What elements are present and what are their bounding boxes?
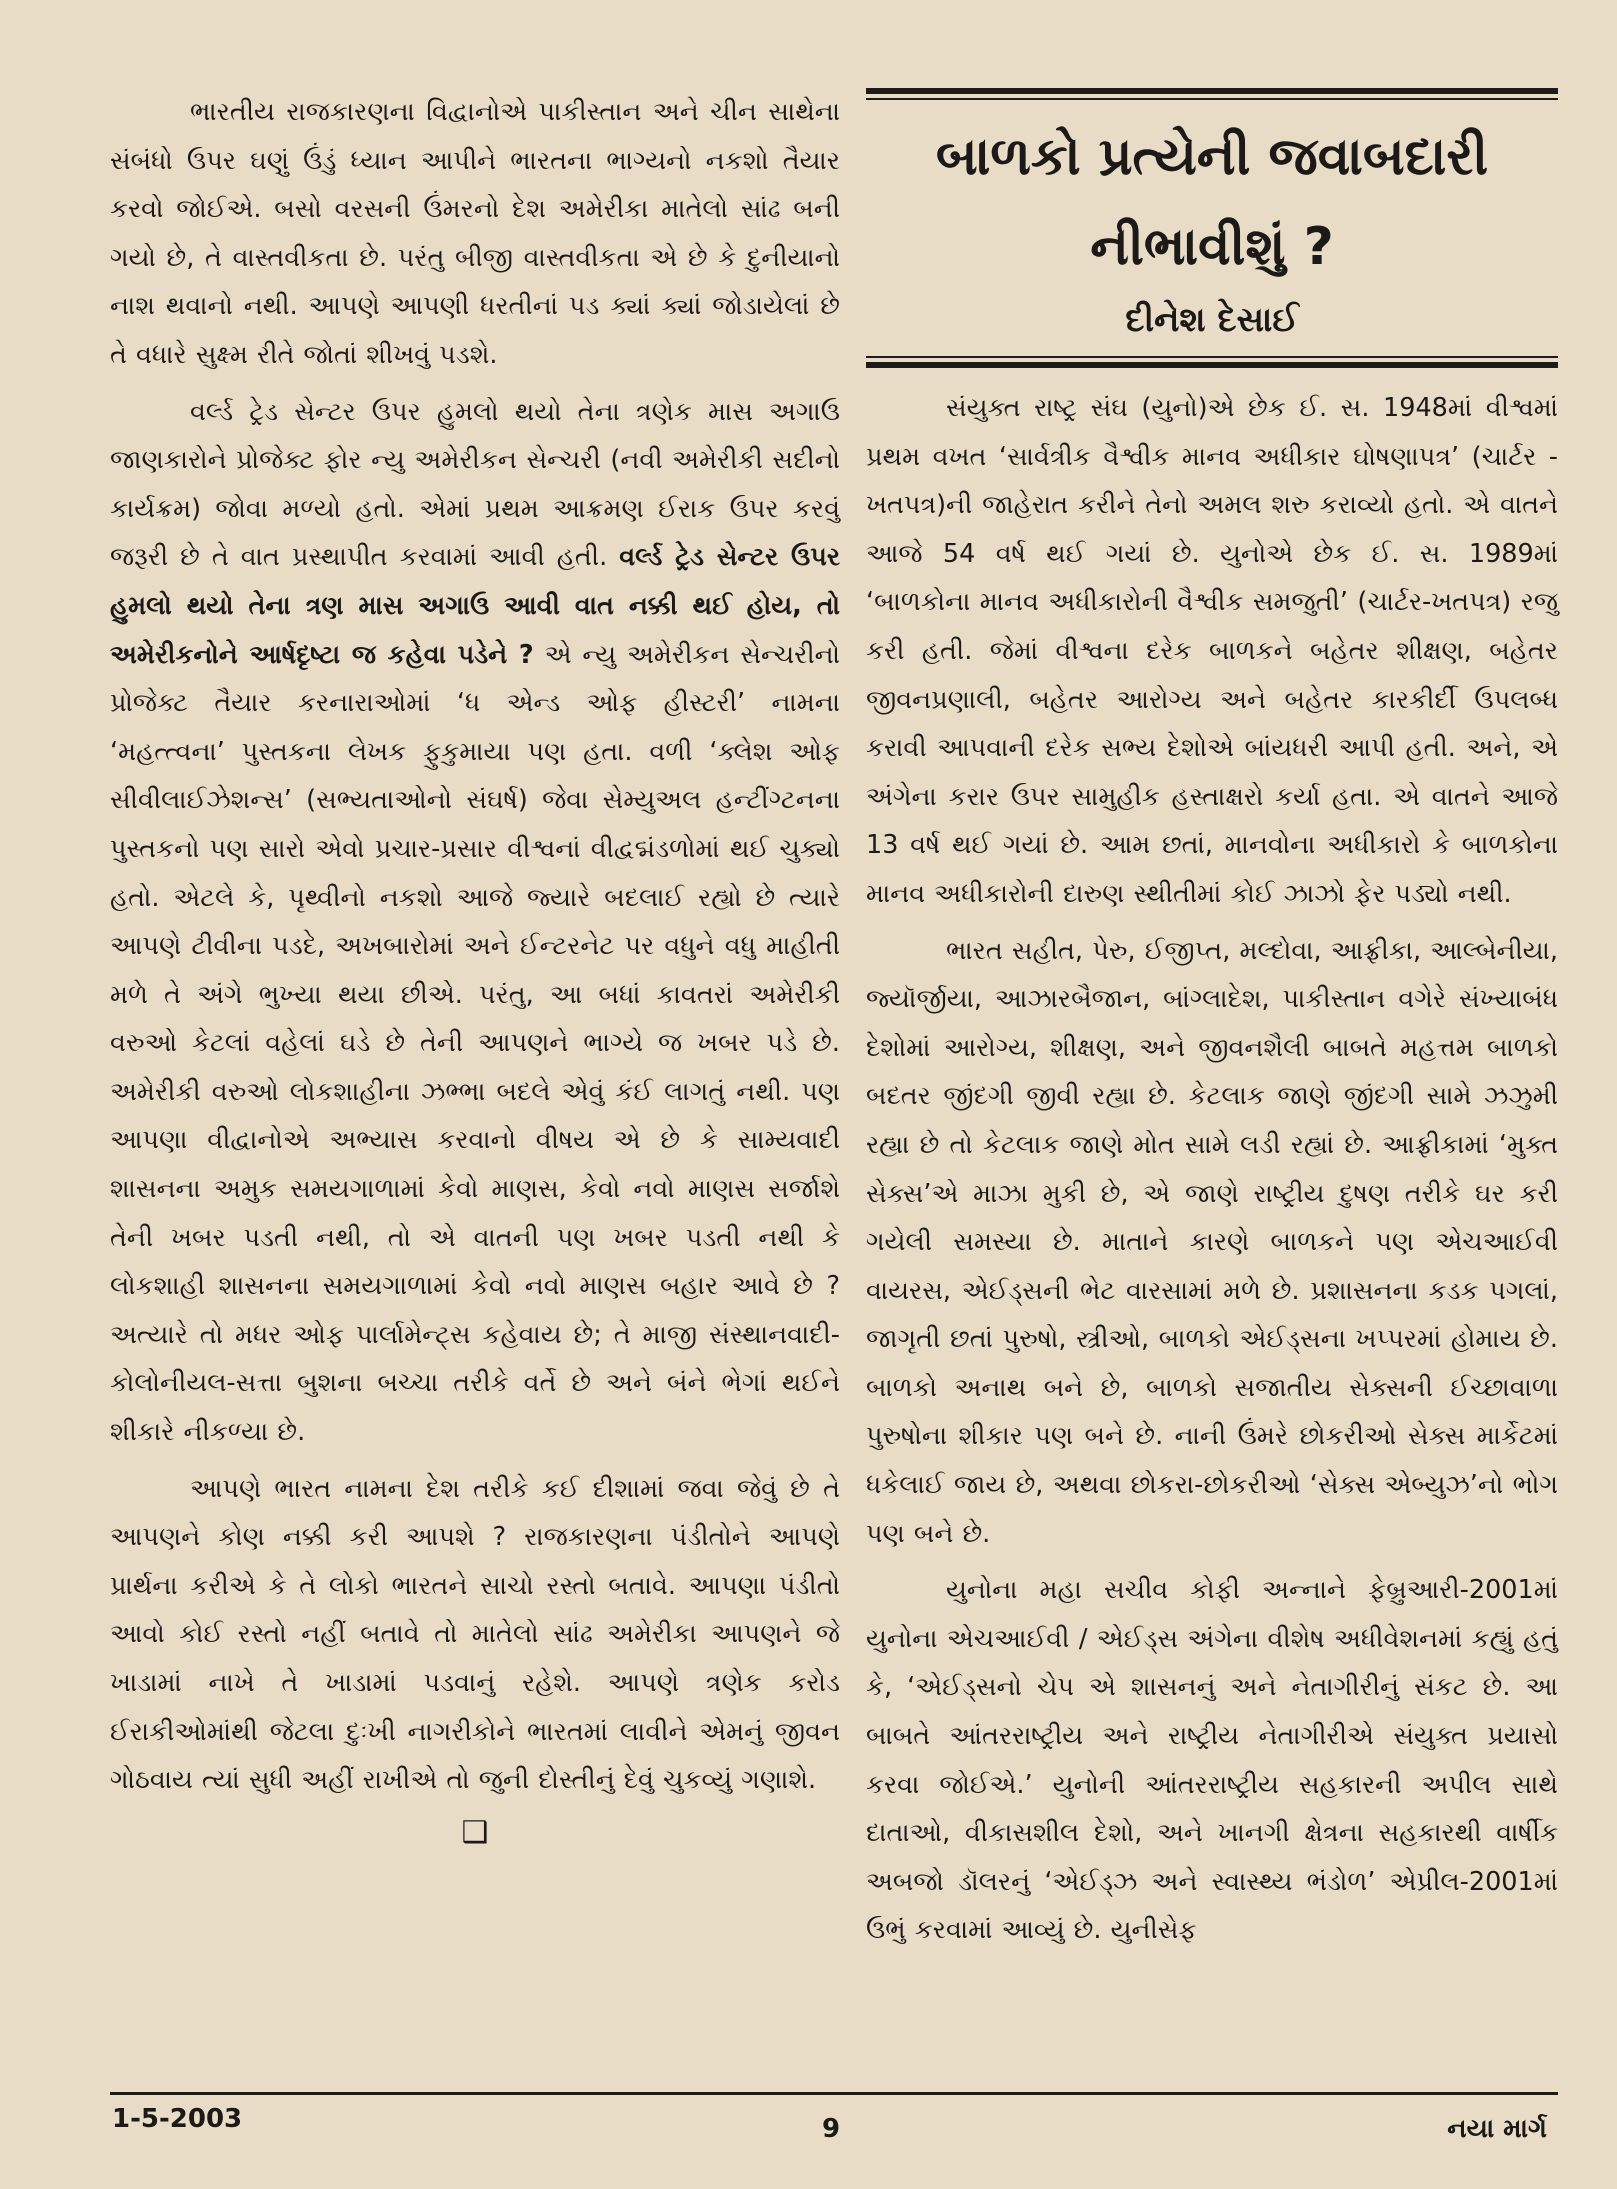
- end-of-article-mark: ❑: [461, 1814, 489, 1850]
- left-paragraph-3: આપણે ભારત નામના દેશ તરીકે કઈ દીશામાં જવા જેવું છે તે આપણને કોણ નક્કી કરી આપશે ? રાજકારણના પંડીતોને આપણે પ્રાર્થના કરીએ કે તે લોકો ભારતને સાચો રસ્તો બતાવે. આપણા પંડીતો આવો કોઈ રસ્તો નહીં બતાવે તો માતેલો સાંઢ અમેરીકા આપણને જે ખાડામાં નાખે તે ખાડામાં પડવાનું રહેશે. આપણે ત્રણેક કરોડ ઈરાકીઓમાંથી જેટલા દુઃખી નાગરીકોને ભારતમાં લાવીને એમનું જીવન ગોઠવાય ત્યાં સુધી અહીં રાખીએ તો જુની દોસ્તીનું દેવું ચુકવ્યું ગણાશે.: [110, 1473, 840, 1796]
- headline-line-2: નીભાવીશું ?: [1090, 217, 1334, 277]
- left-paragraph-2: [110, 388, 840, 1457]
- bold-sentence: વર્લ્ડ ટ્રેડ સેન્ટર ઉપર હુમલો થયો તેના ત્રણ માસ અગાઉ આવી વાત નક્કી થઈ હોય, તો અમેરીકનોને આર્ષદૃષ્ટા જ કહેવા પડેને ?: [110, 542, 840, 670]
- author-byline: દીનેશ દેસાઈ: [1125, 300, 1299, 340]
- left-paragraph-2-text: વર્લ્ડ ટ્રેડ સેન્ટર ઉપર હુમલો થયો તેના ત્રણેક માસ અગાઉ જાણકારોને પ્રોજેક્ટ ફોર ન્યુ અમેરીકન સેન્ચરી (નવી અમેરીકી સદીનો કાર્યક્રમ) જોવા મળ્યો હતો. એમાં પ્રથમ આક્રમણ ઈરાક ઉપર કરવું જરૂરી છે તે વાત પ્રસ્થાપીત કરવામાં આવી હતી.: [110, 396, 840, 573]
- headline-top-rule-thin: [866, 98, 1558, 100]
- headline-top-rule: [866, 88, 1558, 94]
- headline-bottom-rule: [866, 362, 1558, 368]
- article-paragraph-3: યુનોના મહા સચીવ કોફી અન્નાને ફેબ્રુઆરી-2001માં યુનોના એચઆઈવી / એઈડ્સ અંગેના વીશેષ અધીવેશનમાં કહ્યું હતું કે, ‘એઈડ્સનો ચેપ એ શાસનનું અને નેતાગીરીનું સંકટ છે. આ બાબતે આંતરરાષ્ટ્રીય અને રાષ્ટ્રીય નેતાગીરીએ સંયુક્ત પ્રયાસો કરવા જોઈએ.’ યુનોની આંતરરાષ્ટ્રીય સહકારની અપીલ સાથે દાતાઓ, વીકાસશીલ દેશો, અને ખાનગી ક્ષેત્રના સહકારથી વાર્ષીક અબજો ડૉલરનું ‘એઈડ્ઝ અને સ્વાસ્થ્ય ભંડોળ’ એપ્રીલ-2001માં ઉભું કરવામાં આવ્યું છે. યુનીસેફ: [866, 1575, 1558, 1946]
- right-column: [866, 88, 1558, 1963]
- headline-bottom-rule-thin: [866, 356, 1558, 358]
- left-paragraph-1: ભારતીય રાજકારણના વિદ્વાનોએ પાકીસ્તાન અને ચીન સાથેના સંબંધો ઉપર ઘણું ઉંડું ધ્યાન આપીને ભારતના ભાગ્યનો નકશો તૈયાર કરવો જોઈએ. બસો વરસની ઉંમરનો દેશ અમેરીકા માતેલો સાંઢ બની ગયો છે, તે વાસ્તવીકતા છે. પરંતુ બીજી વાસ્તવીકતા એ છે કે દુનીયાનો નાશ થવાનો નથી. આપણે આપણી ધરતીનાં પડ ક્યાં ક્યાં જોડાયેલાં છે તે વધારે સુક્ષ્મ રીતે જોતાં શીખવું પડશે.: [110, 97, 840, 370]
- left-column: [110, 88, 840, 1853]
- headline-line-1: બાળકો પ્રત્યેની જવાબદારી: [935, 127, 1489, 187]
- footer-rule: [110, 2092, 1558, 2095]
- article-paragraph-2: ભારત સહીત, પેરુ, ઈજીપ્ત, મલ્દોવા, આફ્રીકા, આલ્બેનીયા, જ્યૉર્જીયા, આઝારબૈજાન, બાંગ્લાદેશ, પાકીસ્તાન વગેરે સંખ્યાબંધ દેશોમાં આરોગ્ય, શીક્ષણ, અને જીવનશૈલી બાબતે મહત્તમ બાળકો બદતર જીંદગી જીવી રહ્યા છે. કેટલાક જાણે જીંદગી સામે ઝઝુમી રહ્યા છે તો કેટલાક જાણે મોત સામે લડી રહ્યાં છે. આફ્રીકામાં ‘મુક્ત સેક્સ’એ માઝા મુકી છે, એ જાણે રાષ્ટ્રીય દુષણ તરીકે ઘર કરી ગયેલી સમસ્યા છે. માતાને કારણે બાળકને પણ એચઆઈવી વાયરસ, એઈડ્સની ભેટ વારસામાં મળે છે. પ્રશાસનના કડક પગલાં, જાગૃતી છતાં પુરુષો, સ્ત્રીઓ, બાળકો એઈડ્સના ખપ્પરમાં હોમાય છે. બાળકો અનાથ બને છે, બાળકો સજાતીય સેક્સની ઈચ્છાવાળા પુરુષોના શીકાર પણ બને છે. નાની ઉંમરે છોકરીઓ સેક્સ માર્કેટમાં ધકેલાઈ જાય છે, અથવા છોકરા-છોકરીઓ ‘સેક્સ એબ્યુઝ’નો ભોગ પણ બને છે.: [866, 935, 1558, 1549]
- magazine-name: નયા માર્ગ: [1447, 2114, 1547, 2144]
- page-number: 9: [822, 2114, 841, 2144]
- article-headline: [866, 112, 1558, 292]
- left-paragraph-2-continued: એ ન્યુ અમેરીકન સેન્ચરીનો પ્રોજેક્ટ તૈયાર કરનારાઓમાં ‘ધ એન્ડ ઓફ હીસ્ટરી’ નામના ‘મહત્ત્વના’ પુસ્તકના લેખક ફુકુમાયા પણ હતા. વળી ‘ક્લેશ ઓફ સીવીલાઈઝેશન્સ’ (સભ્યતાઓનો સંઘર્ષ) જેવા સેમ્યુઅલ હન્ટીંગ્ટનના પુસ્તકનો પણ સારો એવો પ્રચાર-પ્રસાર વીશ્વનાં વીદ્વદ્મંડળોમાં થઈ ચુક્યો હતો. એટલે કે, પૃથ્વીનો નકશો આજે જ્યારે બદલાઈ રહ્યો છે ત્યારે આપણે ટીવીના પડદે, અખબારોમાં અને ઈન્ટરનેટ પર વધુને વધુ માહીતી મળે તે અંગે ભુખ્યા થયા છીએ. પરંતુ, આ બધાં કાવતરાં અમેરીકી વરુઓ કેટલાં વહેલાં ઘડે છે તેની આપણને ભાગ્યે જ ખબર પડે છે. અમેરીકી વરુઓ લોકશાહીના ઝભ્ભા બદલે એવું કંઈ લાગતું નથી. પણ આપણા વીદ્વાનોએ અભ્યાસ કરવાનો વીષય એ છે કે સામ્યવાદી શાસનના અમુક સમયગાળામાં કેવો માણસ, કેવો નવો માણસ સર્જાશે તેની ખબર પડતી નથી, તો એ વાતની પણ ખબર પડતી નથી કે લોકશાહી શાસનના સમયગાળામાં કેવો નવો માણસ બહાર આવે છે ? અત્યારે તો મધર ઓફ પાર્લામેન્ટ્સ કહેવાય છે; તે માજી સંસ્થાનવાદી-કોલોનીયલ-સત્તા બુશના બચ્ચા તરીકે વર્તે છે અને બંને ભેગાં થઈને શીકારે નીકળ્યા છે.: [110, 639, 841, 1448]
- issue-date: 1-5-2003: [112, 2104, 243, 2134]
- article-paragraph-1: સંયુક્ત રાષ્ટ્ર સંઘ (યુનો)એ છેક ઈ. સ. 1948માં વીશ્વમાં પ્રથમ વખત ‘સાર્વત્રીક વૈશ્વીક માનવ અધીકાર ઘોષણાપત્ર’ (ચાર્ટર - ખતપત્ર)ની જાહેરાત કરીને તેનો અમલ શરુ કરાવ્યો હતો. એ વાતને આજે 54 વર્ષ થઈ ગયાં છે. યુનોએ છેક ઈ. સ. 1989માં ‘બાળકોના માનવ અધીકારોની વૈશ્વીક સમજુતી’ (ચાર્ટર-ખતપત્ર) રજુ કરી હતી. જેમાં વીશ્વના દરેક બાળકને બહેતર શીક્ષણ, બહેતર જીવનપ્રણાલી, બહેતર આરોગ્ય અને બહેતર કારકીર્દી ઉપલબ્ધ કરાવી આપવાની દરેક સભ્ય દેશોએ બાંયધરી આપી હતી. અને, એ અંગેના કરાર ઉપર સામુહીક હસ્તાક્ષરો કર્યા હતા. એ વાતને આજે 13 વર્ષ થઈ ગયાં છે. આમ છતાં, માનવોના અધીકારો કે બાળકોના માનવ અધીકારોની દારુણ સ્થીતીમાં કોઈ ઝાઝો ફેર પડ્યો નથી.: [866, 393, 1558, 909]
